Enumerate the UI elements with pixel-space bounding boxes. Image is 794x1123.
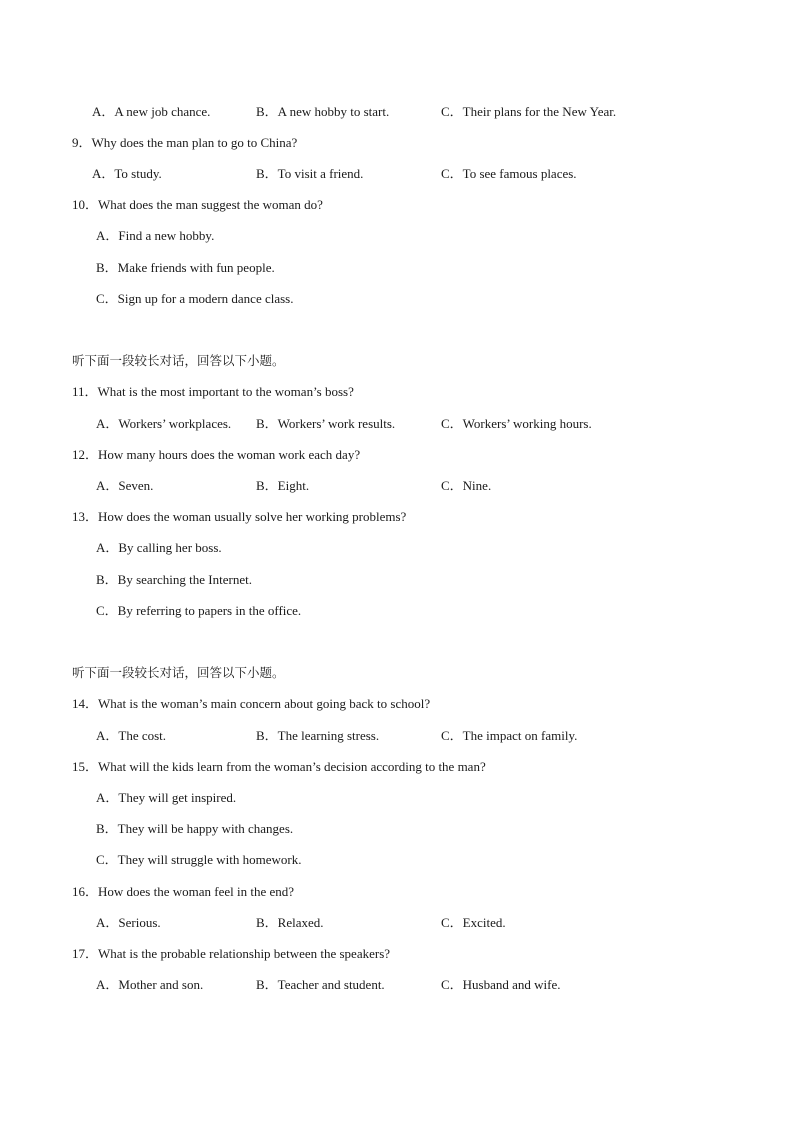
q10-option-b-row [0, 258, 794, 278]
q8-option-a: A．A new job chance. [92, 104, 211, 119]
q8-option-b: B．A new hobby to start. [256, 104, 390, 119]
q10-option-b: B．Make friends with fun people. [96, 260, 275, 275]
section-heading-row-2 [0, 663, 794, 683]
q13-option-b-row [0, 570, 794, 590]
q12-option-a: A．Seven. [96, 478, 154, 493]
q10-option-c: C．Sign up for a modern dance class. [96, 291, 294, 306]
q15-option-a-row [0, 788, 794, 808]
q11-stem-row [0, 382, 794, 402]
q10-option-c-row [0, 289, 794, 309]
q13-option-a-row [0, 538, 794, 558]
q13-option-c-row [0, 601, 794, 621]
q12-stem: 12．How many hours does the woman work each day? [72, 447, 361, 462]
q11-stem: 11．What is the most important to the woman’s boss? [72, 384, 354, 399]
q11-options-row [0, 414, 794, 434]
q8-option-c: C．Their plans for the New Year. [441, 104, 617, 119]
q12-stem-row [0, 445, 794, 465]
q16-stem: 16．How does the woman feel in the end? [72, 884, 295, 899]
q15-stem: 15．What will the kids learn from the woman’s decision according to the man? [72, 759, 486, 774]
q10-stem: 10．What does the man suggest the woman do? [72, 197, 323, 212]
q12-option-b: B．Eight. [256, 478, 310, 493]
q15-option-b: B．They will be happy with changes. [96, 821, 294, 836]
q15-option-c: C．They will struggle with homework. [96, 852, 302, 867]
q17-options-row [0, 975, 794, 995]
q13-option-b: B．By searching the Internet. [96, 572, 252, 587]
q10-option-a-row [0, 226, 794, 246]
q16-options-row [0, 913, 794, 933]
q13-stem-row [0, 507, 794, 527]
q11-option-c: C．Workers’ working hours. [441, 416, 592, 431]
q14-option-b: B．The learning stress. [256, 728, 380, 743]
q12-options-row [0, 476, 794, 496]
q11-option-b: B．Workers’ work results. [256, 416, 396, 431]
q15-stem-row [0, 757, 794, 777]
section-heading-2: 听下面一段较长对话，回答以下小题。 [72, 665, 285, 680]
q9-option-c: C．To see famous places. [441, 166, 577, 181]
q9-option-a: A．To study. [92, 166, 162, 181]
q15-option-a: A．They will get inspired. [96, 790, 237, 805]
q17-option-b: B．Teacher and student. [256, 977, 385, 992]
q14-stem: 14．What is the woman’s main concern about going back to school? [72, 696, 431, 711]
q16-option-c: C．Excited. [441, 915, 506, 930]
q13-option-a: A．By calling her boss. [96, 540, 222, 555]
q9-stem-row [0, 133, 794, 153]
q10-option-a: A．Find a new hobby. [96, 228, 215, 243]
q16-option-b: B．Relaxed. [256, 915, 324, 930]
q8-options-row [0, 102, 794, 122]
q14-stem-row [0, 694, 794, 714]
q14-options-row [0, 726, 794, 746]
q13-stem: 13．How does the woman usually solve her working problems? [72, 509, 407, 524]
q15-option-b-row [0, 819, 794, 839]
q17-stem: 17．What is the probable relationship between the speakers? [72, 946, 391, 961]
q12-option-c: C．Nine. [441, 478, 492, 493]
q10-stem-row [0, 195, 794, 215]
q9-options-row [0, 164, 794, 184]
q9-stem: 9．Why does the man plan to go to China? [72, 135, 298, 150]
q14-option-c: C．The impact on family. [441, 728, 578, 743]
q13-option-c: C．By referring to papers in the office. [96, 603, 302, 618]
q17-option-a: A．Mother and son. [96, 977, 204, 992]
section-heading: 听下面一段较长对话，回答以下小题。 [72, 353, 285, 368]
q14-option-a: A．The cost. [96, 728, 167, 743]
q9-option-b: B．To visit a friend. [256, 166, 364, 181]
section-heading-row [0, 351, 794, 371]
q16-stem-row [0, 882, 794, 902]
q15-option-c-row [0, 850, 794, 870]
q17-stem-row [0, 944, 794, 964]
q16-option-a: A．Serious. [96, 915, 161, 930]
q17-option-c: C．Husband and wife. [441, 977, 561, 992]
q11-option-a: A．Workers’ workplaces. [96, 416, 232, 431]
